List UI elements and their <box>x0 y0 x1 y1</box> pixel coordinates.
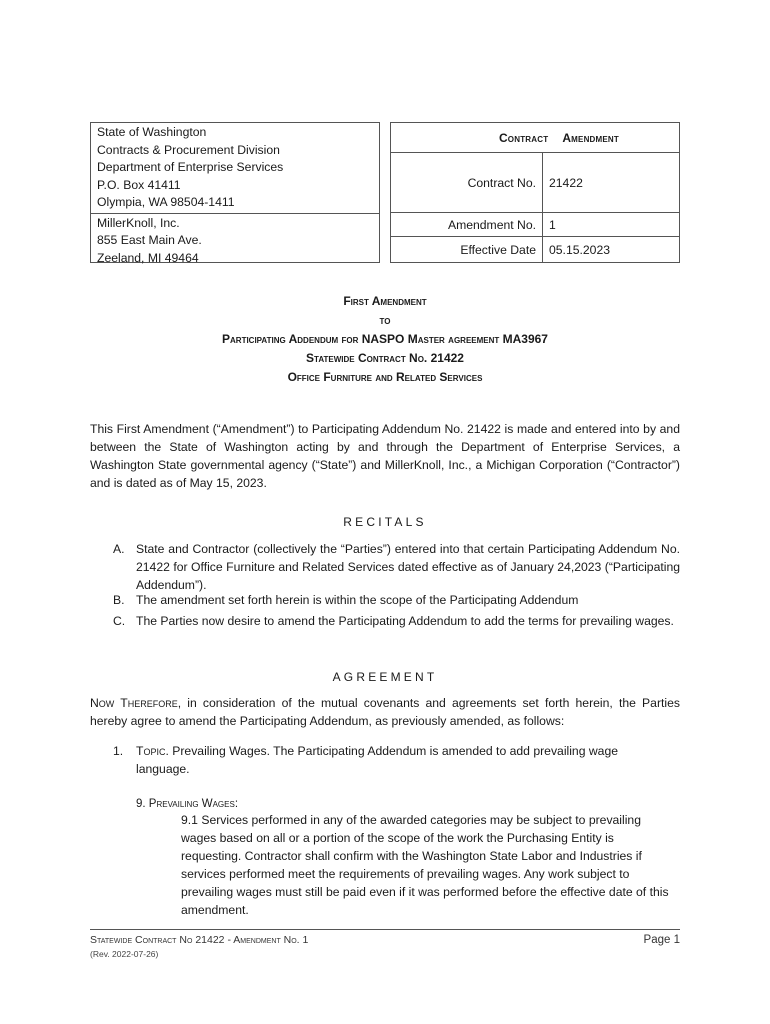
recital-marker: C. <box>113 614 126 628</box>
now-therefore-lead: Now Therefore, <box>90 696 182 710</box>
title-line-2: to <box>379 313 391 327</box>
footer-title: Statewide Contract No 21422 - Amendment No. 1 <box>90 934 309 946</box>
section-9-heading: 9. Prevailing Wages: <box>136 798 239 810</box>
contractor-address-block <box>91 213 379 269</box>
title-line-3: Participating Addendum for NASPO Master agreement MA3967 <box>222 332 548 346</box>
title-line-1: First Amendment <box>343 294 427 308</box>
contract-no-label: Contract No. <box>391 153 543 212</box>
address-line: State of Washington <box>97 125 207 139</box>
title-line-4: Statewide Contract No. 21422 <box>306 351 464 365</box>
footer-revision: (Rev. 2022-07-26) <box>90 949 159 959</box>
recital-marker: B. <box>113 593 125 607</box>
address-line: Olympia, WA 98504-1411 <box>97 195 235 209</box>
amendment-no-value: 1 <box>549 217 556 232</box>
table-header <box>391 123 679 153</box>
page-number: Page 1 <box>643 934 680 946</box>
table-row <box>391 237 679 263</box>
recitals-heading: RECITALS <box>343 515 427 529</box>
table-row <box>391 213 679 237</box>
recital-marker: A. <box>113 542 125 556</box>
item-text <box>136 742 656 778</box>
address-line: Contracts & Procurement Division <box>97 142 280 157</box>
table-row <box>391 153 679 213</box>
address-line: MillerKnoll, Inc. <box>97 215 180 230</box>
item-marker: 1. <box>113 744 124 758</box>
header-amendment: Amendment <box>562 130 619 145</box>
amendment-no-label: Amendment No. <box>391 213 543 236</box>
header-contract: Contract <box>498 130 549 145</box>
item-body: . Prevailing Wages. The Participating Addendum is amended to add prevailing wage language. <box>136 744 619 776</box>
effective-date-value: 05.15.2023 <box>549 243 610 257</box>
title-line-5: Office Furniture and Related Services <box>287 370 483 384</box>
contract-amendment-table <box>390 122 680 263</box>
agreement-heading: AGREEMENT <box>332 670 438 684</box>
address-box <box>90 122 380 263</box>
recital-item <box>113 612 680 648</box>
address-line: Zeeland, MI 49464 <box>97 250 199 265</box>
footer-divider <box>90 929 680 930</box>
recital-text: The amendment set forth herein is within the scope of the Participating Addendum <box>136 593 579 607</box>
address-line: Department of Enterprise Services <box>97 160 284 174</box>
address-line: 855 East Main Ave. <box>97 233 202 247</box>
section-9-text: 9.1 Services performed in any of the awarded categories may be subject to prevailing wages based on all or a portion of the scope of the work the Purchasing Entity is requesting. Contractor shall confirm with the Washington State Labor and Industries if services performed meet the requirements of prevailing wages. Any work subject to prevailing wages must still be paid even if it was performed before the effective date of this amendment. <box>181 813 669 917</box>
agreement-item <box>113 742 680 778</box>
effective-date-label: Effective Date <box>391 237 543 263</box>
contract-no-value: 21422 <box>549 175 583 190</box>
recital-text: The Parties now desire to amend the Participating Addendum to add the terms for prevailing wages. <box>136 614 674 628</box>
recital-item <box>113 540 680 594</box>
recital-item <box>113 591 680 609</box>
agreement-paragraph <box>90 694 680 730</box>
recital-text: State and Contractor (collectively the “Parties”) entered into that certain Participating Addendum No. 21422 for Office Furniture and Related Services dated effective as of January 24,2023 (“Participating Addendum”). <box>136 542 680 592</box>
intro-paragraph: This First Amendment (“Amendment”) to Participating Addendum No. 21422 is made and entered into by and between the State of Washington acting by and through the Department of Enterprise Services, a Washington State governmental agency (“State”) and MillerKnoll, Inc., a Michigan Corporation (“Contractor”) and is dated as of May 15, 2023. <box>90 422 680 490</box>
topic-label: Topic <box>136 744 166 758</box>
state-address-block <box>91 123 379 213</box>
address-line: P.O. Box 41411 <box>97 177 181 192</box>
agreement-text: in consideration of the mutual covenants and agreements set forth herein, the Parties hereby agree to amend the Participating Addendum, as previously amended, as follows: <box>90 696 680 728</box>
